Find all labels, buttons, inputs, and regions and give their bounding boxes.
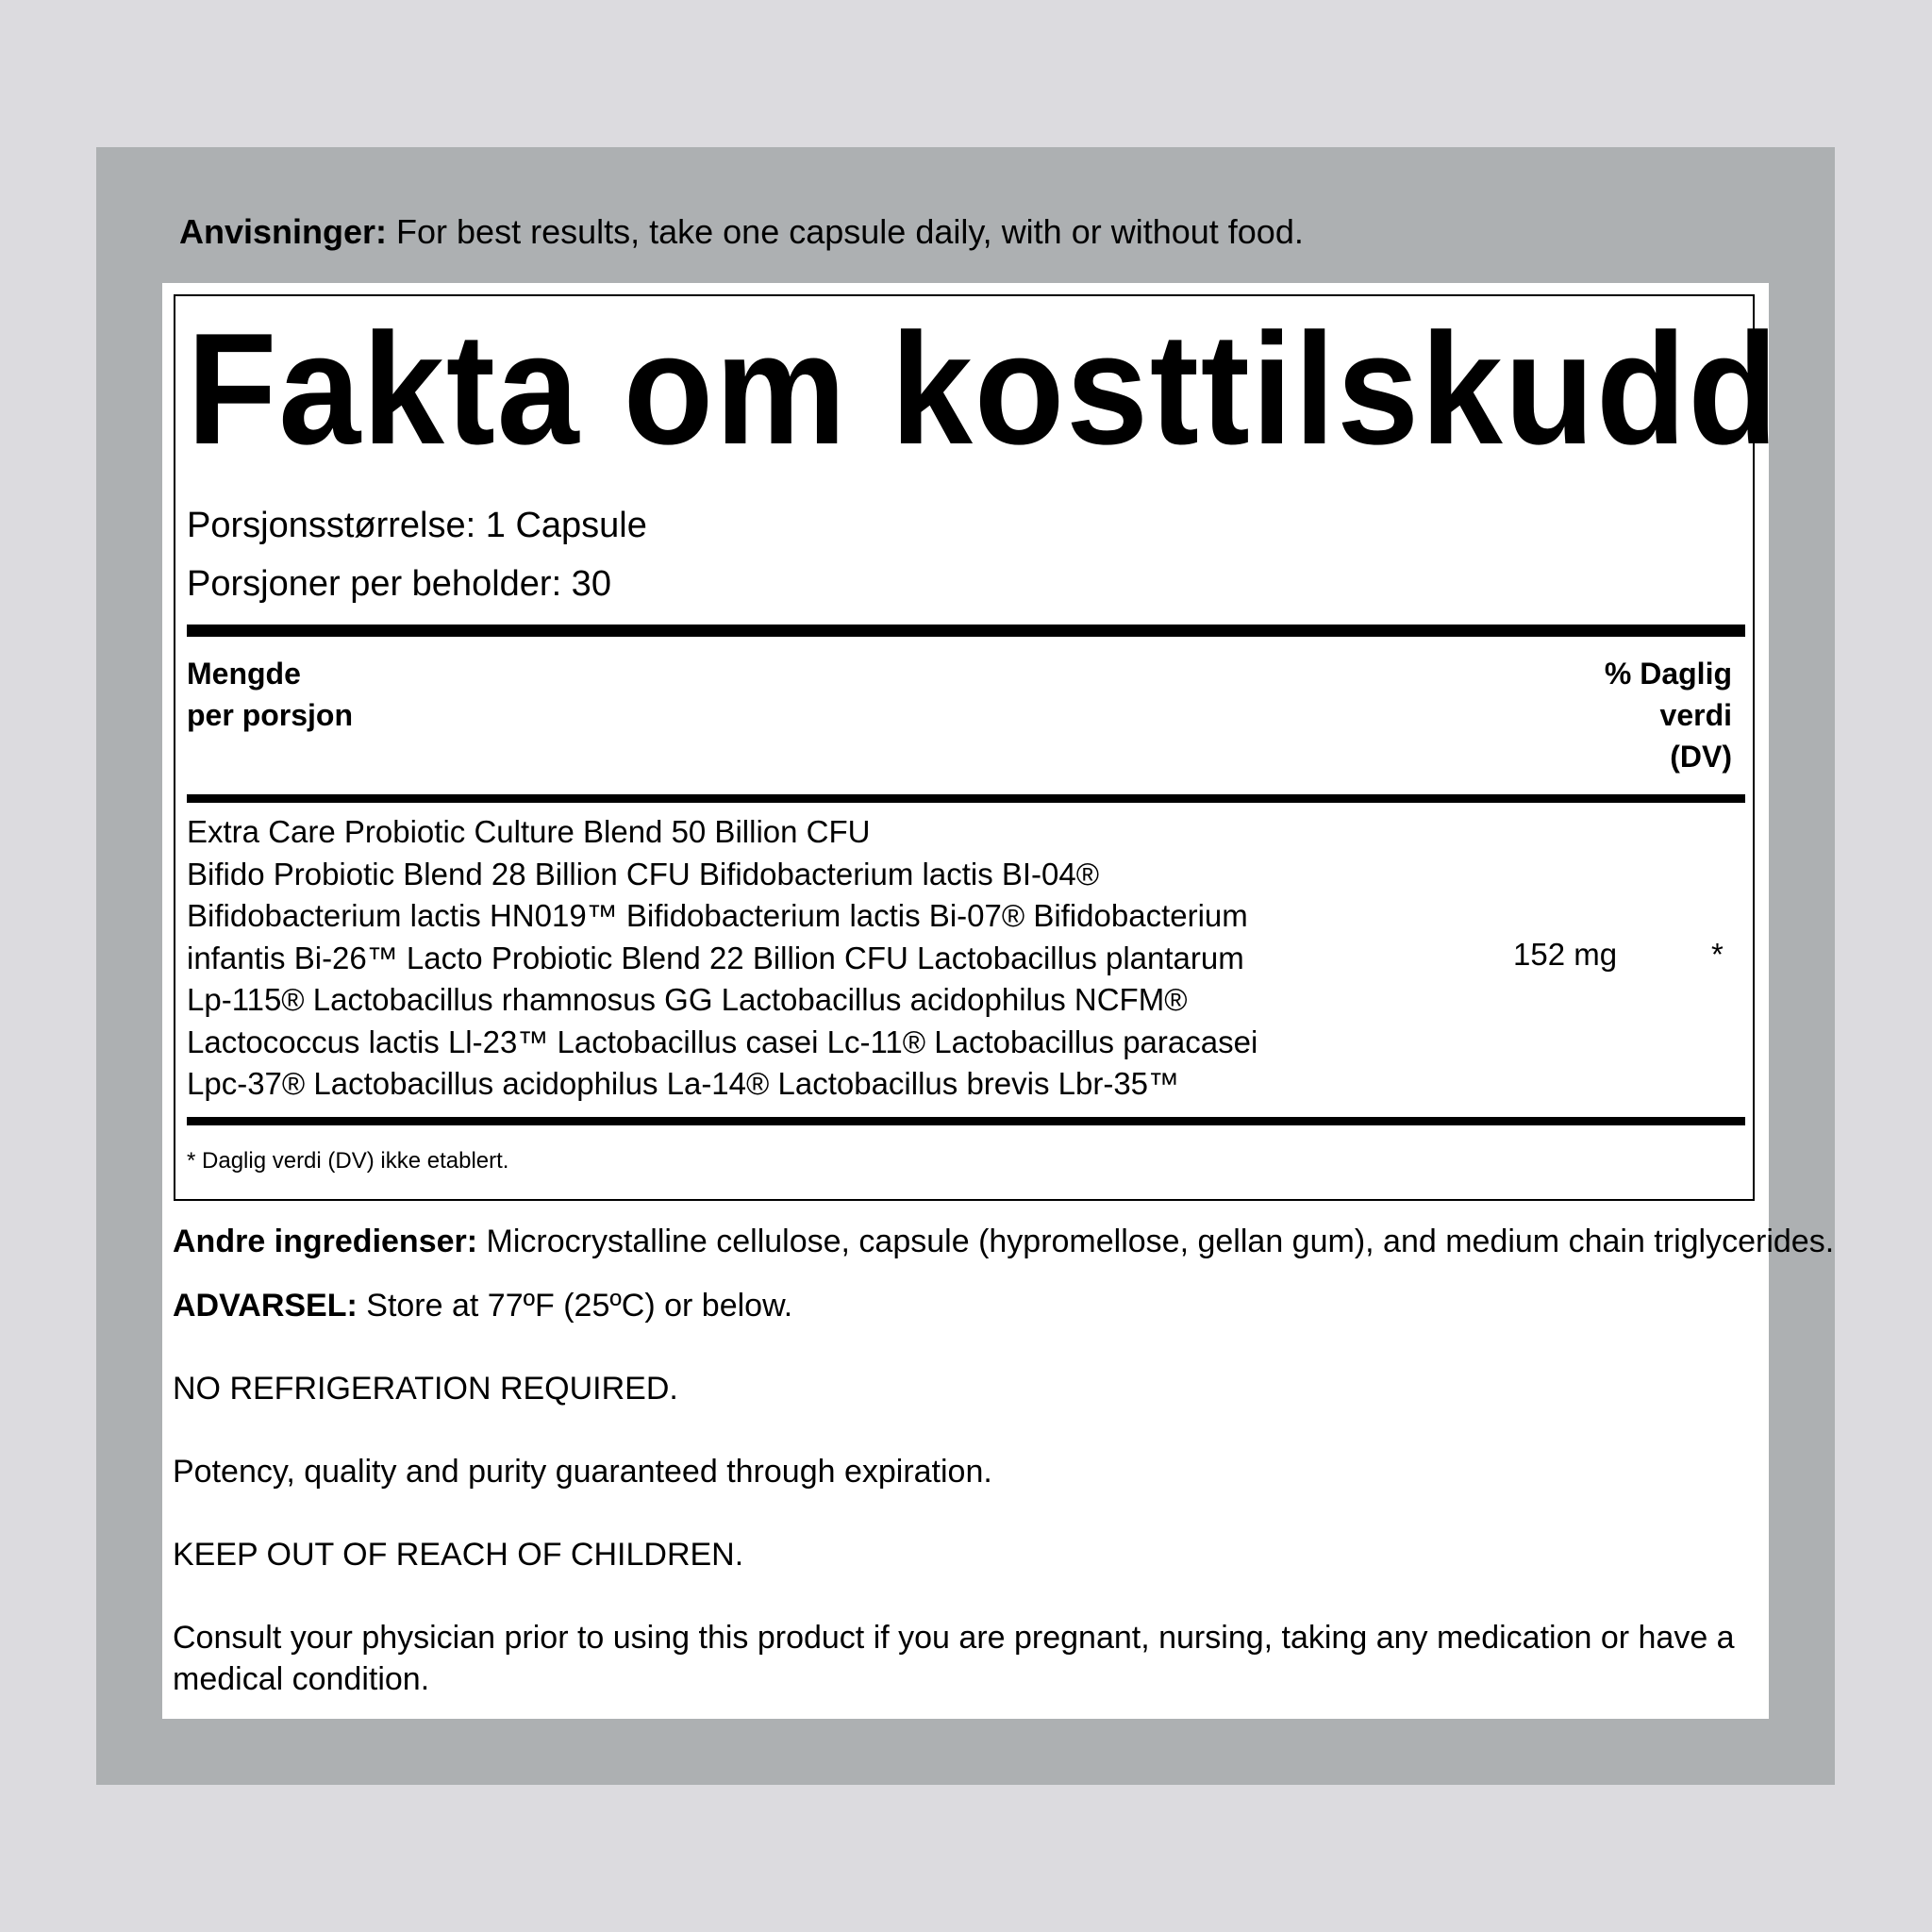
dv-footnote: * Daglig verdi (DV) ikke etablert.	[187, 1148, 509, 1174]
dv-header-line: verdi	[1659, 698, 1732, 732]
ingredient-daily-value: *	[1711, 937, 1724, 972]
other-ingredients-label: Andre ingredienser:	[173, 1224, 478, 1259]
ingredient-line: Extra Care Probiotic Culture Blend 50 Billion CFU	[187, 814, 871, 849]
amount-header-line: per porsjon	[187, 698, 354, 732]
dv-header-line: (DV)	[1670, 740, 1732, 774]
potency-note: Potency, quality and purity guaranteed through expiration.	[173, 1454, 992, 1490]
ingredient-line: Lp-115® Lactobacillus rhamnosus GG Lactobacillus acidophilus NCFM®	[187, 982, 1188, 1017]
other-ingredients-text: Microcrystalline cellulose, capsule (hypromellose, gellan gum), and medium chain triglycerides.	[477, 1224, 1835, 1259]
ingredient-line: Bifidobacterium lactis HN019™ Bifidobacterium lactis Bi-07® Bifidobacterium	[187, 898, 1248, 933]
ingredient-line: Bifido Probiotic Blend 28 Billion CFU Bifidobacterium lactis BI-04®	[187, 856, 1100, 891]
amount-header-line: Mengde	[187, 657, 301, 691]
dv-header-line: % Daglig	[1604, 657, 1732, 691]
ingredient-name	[187, 811, 1258, 1106]
servings-per-container: Porsjoner per beholder: 30	[187, 564, 611, 604]
children-warning: KEEP OUT OF REACH OF CHILDREN.	[173, 1537, 744, 1573]
thick-divider	[187, 625, 1745, 637]
ingredient-line: infantis Bi-26™ Lacto Probiotic Blend 22 Billion CFU Lactobacillus plantarum	[187, 940, 1244, 975]
ingredient-amount: 152 mg	[1513, 937, 1618, 972]
header-divider	[187, 794, 1745, 803]
physician-note: Consult your physician prior to using this product if you are pregnant, nursing, taking any medication or have a medical condition.	[173, 1620, 1735, 1697]
serving-size: Porsjonsstørrelse: 1 Capsule	[187, 506, 647, 545]
footer-divider	[187, 1117, 1745, 1125]
facts-title: Fakta om kosttilskudd	[187, 300, 1780, 477]
ingredient-line: Lactococcus lactis Ll-23™ Lactobacillus casei Lc-11® Lactobacillus paracasei	[187, 1024, 1258, 1059]
warning	[173, 1285, 792, 1326]
directions	[179, 211, 1304, 253]
warning-label: ADVARSEL:	[173, 1288, 358, 1324]
directions-label: Anvisninger:	[179, 212, 388, 251]
refrigeration-note: NO REFRIGERATION REQUIRED.	[173, 1371, 678, 1407]
supplement-facts-box	[174, 294, 1780, 1201]
daily-value-header	[1605, 653, 1732, 777]
ingredient-line: Lpc-37® Lactobacillus acidophilus La-14® Lactobacillus brevis Lbr-35™	[187, 1066, 1180, 1101]
amount-per-serving-header	[187, 653, 353, 736]
other-ingredients	[173, 1221, 1834, 1262]
directions-text: For best results, take one capsule daily, with or without food.	[387, 212, 1304, 251]
warning-text: Store at 77ºF (25ºC) or below.	[357, 1288, 793, 1324]
